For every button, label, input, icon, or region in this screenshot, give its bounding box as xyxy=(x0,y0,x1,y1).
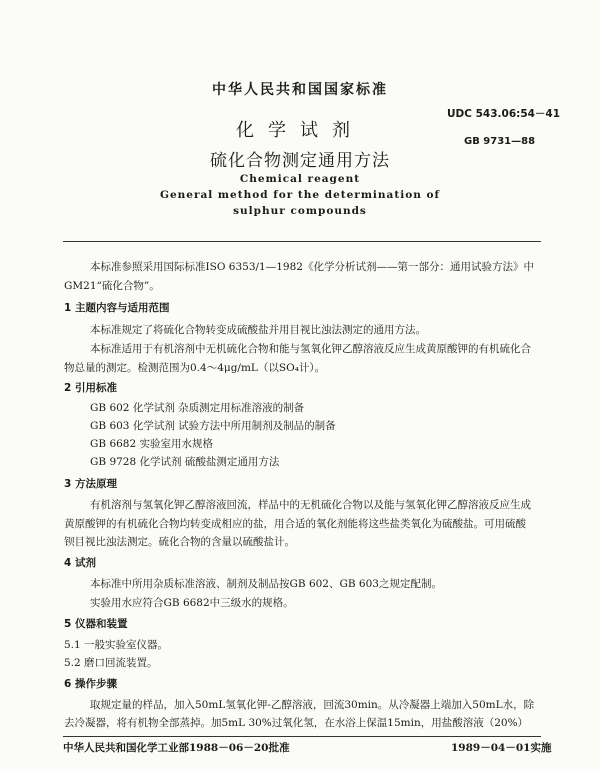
section-5-item-1: 5.1 一般实验室仪器。 xyxy=(64,639,169,651)
reference-item: GB 603 化学试剂 试验方法中所用制剂及制品的制备 xyxy=(90,420,336,432)
reference-item: GB 602 化学试剂 杂质测定用标准溶液的制备 xyxy=(90,402,305,414)
section-3-line-2: 黄原酸钾的有机硫化合物均转变成相应的盐，用合适的氧化剂能将这些盐类氧化为硫酸盐。可用硫酸 xyxy=(64,518,526,530)
section-4-para-2: 实验用水应符合GB 6682中三级水的规格。 xyxy=(90,597,294,609)
section-5-item-2: 5.2 磨口回流装置。 xyxy=(64,657,158,669)
section-4-heading: 4 试剂 xyxy=(64,557,96,569)
intro-line-2: GM21“硫化合物”。 xyxy=(64,280,160,292)
implementation-date: 1989－04－01实施 xyxy=(451,742,552,754)
title-en-line-3: sulphur compounds xyxy=(233,205,367,217)
section-6-line-1: 取规定量的样品，加入50mL氢氧化钾-乙醇溶液，回流30min。从冷凝器上端加入50mL水，除 xyxy=(90,699,535,711)
title-en-line-2: General method for the determination of xyxy=(159,189,441,201)
section-1-para-2-line-1: 本标准适用于有机溶剂中无机硫化合物和能与氢氧化钾乙醇溶液反应生成黄原酸钾的有机硫化合 xyxy=(90,343,531,355)
section-2-heading: 2 引用标准 xyxy=(64,382,117,394)
reference-item: GB 6682 实验室用水规格 xyxy=(90,438,214,450)
intro-line-1: 本标准参照采用国际标准ISO 6353/1—1982《化学分析试剂——第一部分：通用试验方法》中 xyxy=(90,261,534,273)
section-6-line-2: 去冷凝器，将有机物全部蒸掉。加5mL 30%过氧化氢，在水浴上保温15min，用盐酸溶液（20%） xyxy=(64,717,529,729)
section-3-line-3: 钡目视比浊法测定。硫化合物的含量以硫酸盐计。 xyxy=(64,536,295,548)
section-5-heading: 5 仪器和装置 xyxy=(64,618,128,630)
approval-note: 中华人民共和国化学工业部1988－06－20批准 xyxy=(63,742,290,754)
title-cn-main: 化学试剂 xyxy=(236,120,364,141)
national-standard-label: 中华人民共和国国家标准 xyxy=(212,82,388,98)
section-3-line-1: 有机溶剂与氢氧化钾乙醇溶液回流，样品中的无机硫化合物以及能与氢氧化钾乙醇溶液反应生成 xyxy=(90,499,531,511)
section-3-heading: 3 方法原理 xyxy=(64,478,117,490)
section-1-heading: 1 主题内容与适用范围 xyxy=(64,302,170,314)
header-divider xyxy=(63,241,541,242)
section-1-para-2-line-2: 物总量的测定。检测范围为0.4～4μg/mL（以SO₄计）。 xyxy=(64,362,326,374)
udc-code: UDC 543.06:54－41 xyxy=(447,108,561,120)
title-cn-sub: 硫化合物测定通用方法 xyxy=(210,151,390,171)
title-en-line-1: Chemical reagent xyxy=(239,173,361,185)
section-4-para-1: 本标准中所用杂质标准溶液、制剂及制品按GB 602、GB 603之规定配制。 xyxy=(90,578,442,590)
reference-item: GB 9728 化学试剂 硫酸盐测定通用方法 xyxy=(90,456,280,468)
footer-divider xyxy=(63,736,541,737)
section-1-para-1: 本标准规定了将硫化合物转变成硫酸盐并用目视比浊法测定的通用方法。 xyxy=(90,324,426,336)
section-6-heading: 6 操作步骤 xyxy=(64,678,117,690)
gb-number: GB 9731—88 xyxy=(464,136,536,147)
